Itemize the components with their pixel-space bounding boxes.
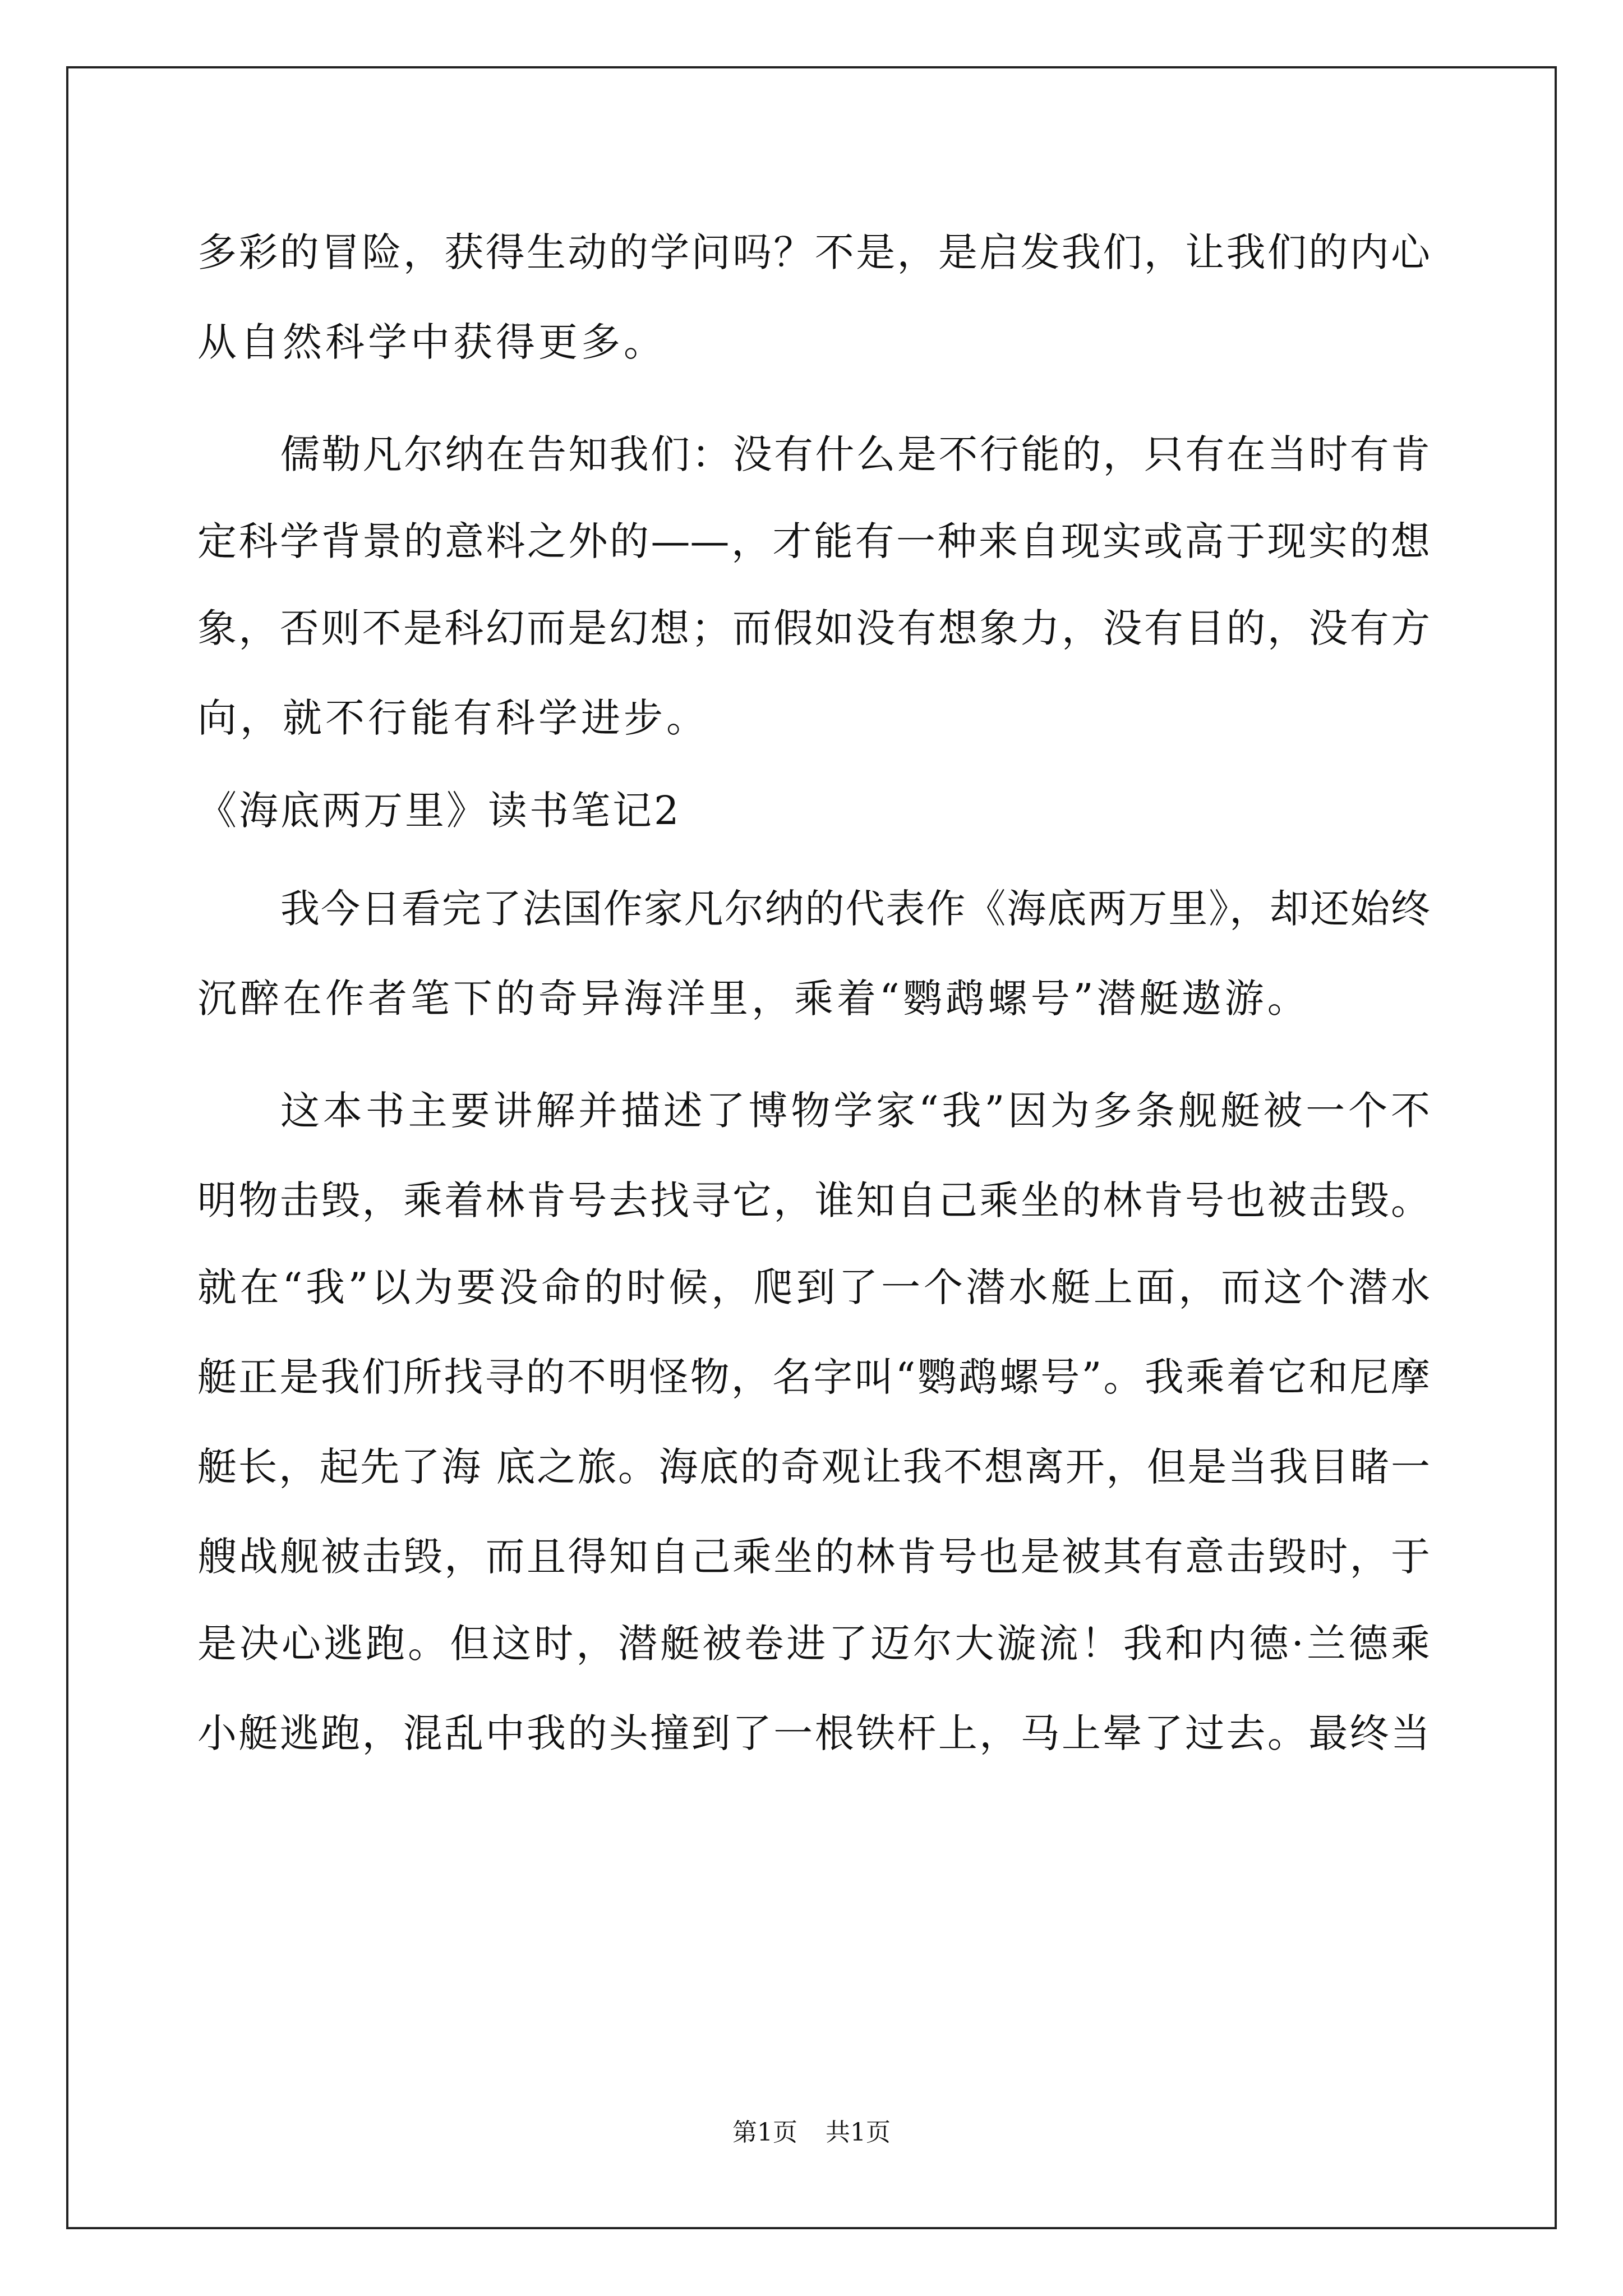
text-line: 沉醉在作者笔下的奇异海洋里，乘着“鹦鹉螺号”潜艇遨游。	[197, 976, 1310, 1022]
text-line: 儒勒凡尔纳在告知我们：没有什么是不行能的，只有在当时有肯	[280, 431, 1430, 477]
page-total: 共1页	[826, 2118, 891, 2147]
page-footer	[0, 2116, 1623, 2150]
text-line: 从自然科学中获得更多。	[197, 319, 666, 365]
text-line: 艇长，起先了海 底之旅。海底的奇观让我不想离开，但是当我目睹一	[197, 1444, 1430, 1490]
text-line: 小艇逃跑，混乱中我的头撞到了一根铁杆上，马上晕了过去。最终当	[197, 1710, 1430, 1756]
text-line: 是决心逃跑。但这时，潜艇被卷进了迈尔大漩流！我和内德·兰德乘	[197, 1621, 1430, 1667]
text-line: 向，就不行能有科学进步。	[197, 695, 709, 741]
text-line: 明物击毁，乘着林肯号去找寻它，谁知自己乘坐的林肯号也被击毁。	[197, 1177, 1430, 1223]
text-line: 我今日看完了法国作家凡尔纳的代表作《海底两万里》，却还始终	[280, 886, 1430, 932]
section-heading: 《海底两万里》读书笔记2	[197, 788, 681, 834]
text-line: 多彩的冒险，获得生动的学问吗？不是，是启发我们，让我们的内心	[197, 229, 1430, 275]
page-number: 第1页	[732, 2118, 797, 2147]
text-line: 艘战舰被击毁，而且得知自己乘坐的林肯号也是被其有意击毁时，于	[197, 1534, 1430, 1580]
text-line: 艇正是我们所找寻的不明怪物，名字叫“鹦鹉螺号”。我乘着它和尼摩	[197, 1354, 1430, 1400]
page-border	[66, 66, 1557, 2229]
text-line: 定科学背景的意料之外的——，才能有一种来自现实或高于现实的想	[197, 518, 1430, 564]
text-line: 象，否则不是科幻而是幻想；而假如没有想象力，没有目的，没有方	[197, 605, 1430, 651]
text-line: 这本书主要讲解并描述了博物学家“我”因为多条舰艇被一个不	[280, 1088, 1430, 1134]
text-line: 就在“我”以为要没命的时候，爬到了一个潜水艇上面，而这个潜水	[197, 1264, 1430, 1310]
